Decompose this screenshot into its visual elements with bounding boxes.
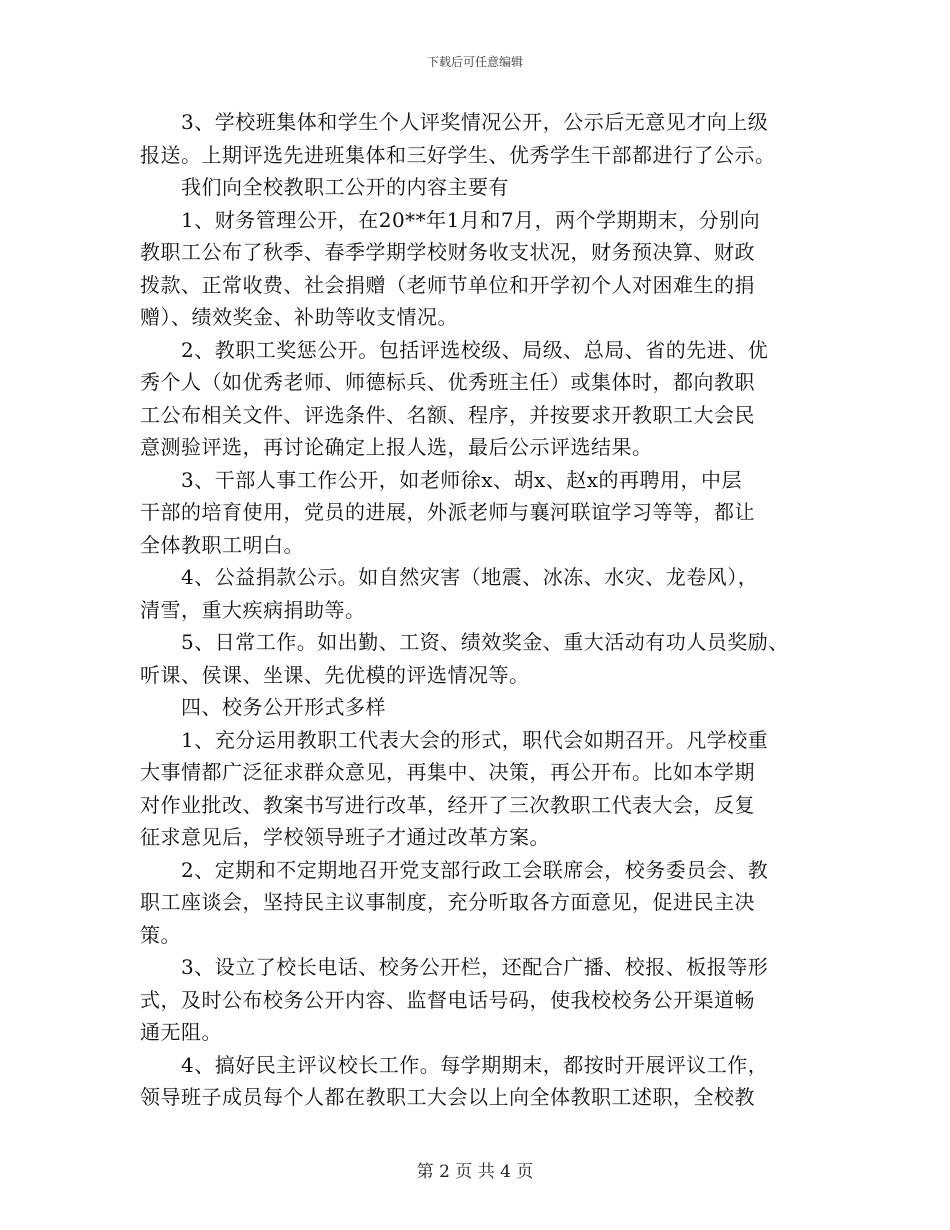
text-line: 征求意见后，学校领导班子才通过改革方案。 [140,825,550,849]
text-line: 全体教职工明白。 [140,532,304,557]
text-line: 4、公益捐款公示。如自然灾害（地震、冰冻、水灾、龙卷风）， [140,565,759,589]
text-line: 意测验评选，再讨论确定上报人选，最后公示评选结果。 [140,435,653,459]
text-line: 对作业批改、教案书写进行改革，经开了三次教职工代表大会，反复 [140,792,755,817]
text-line: 我们向全校教职工公开的内容主要有 [140,175,509,199]
text-line: 通无阻。 [140,1020,222,1044]
text-line: 赠）、绩效奖金、补助等收支情况。 [140,305,458,329]
text-line: 式，及时公布校务公开内容、监督电话号码，使我校校务公开渠道畅 [140,987,755,1012]
text-line: 四、校务公开形式多样 [140,695,386,719]
text-line: 领导班子成员每个人都在教职工大会以上向全体教职工述职，全校教 [140,1085,755,1109]
text-line: 教职工公布了秋季、春季学期学校财务收支状况，财务预决算、财政 [140,240,755,264]
text-line: 策。 [140,922,181,947]
text-line: 5、日常工作。如出勤、工资、绩效奖金、重大活动有功人员奖励、 [140,630,789,654]
text-line: 3、干部人事工作公开，如老师徐x、胡x、赵x的再聘用，中层 [140,467,743,492]
text-line: 干部的培育使用，党员的进展，外派老师与襄河联谊学习等等，都让 [140,500,755,524]
text-line: 工公布相关文件、评选条件、名额、程序，并按要求开教职工大会民 [140,402,755,427]
text-line: 3、设立了校长电话、校务公开栏，还配合广播、校报、板报等形 [140,955,769,979]
text-line: 拨款、正常收费、社会捐赠（老师节单位和开学初个人对困难生的捐 [140,272,755,297]
text-line: 听课、侯课、坐课、先优模的评选情况等。 [140,662,530,687]
text-line: 3、学校班集体和学生个人评奖情况公开，公示后无意见才向上级 [140,110,769,134]
text-line: 1、财务管理公开，在20**年1月和7月，两个学期期末，分别向 [140,207,761,232]
header-note: 下载后可任意编辑 [426,55,523,69]
text-line: 1、充分运用教职工代表大会的形式，职代会如期召开。凡学校重 [140,727,769,752]
text-line: 4、搞好民主评议校长工作。每学期期末，都按时开展评议工作， [140,1052,769,1077]
text-line: 报送。上期评选先进班集体和三好学生、优秀学生干部都进行了公示。 [140,142,776,167]
text-line: 2、教职工奖惩公开。包括评选校级、局级、总局、省的先进、优 [140,337,769,362]
document-body [140,106,828,1114]
page-number-footer: 第 2 页 共 4 页 [416,1162,534,1182]
text-line: 清雪，重大疾病捐助等。 [140,597,366,622]
text-line: 职工座谈会，坚持民主议事制度，充分听取各方面意见，促进民主决 [140,890,755,914]
text-line: 秀个人（如优秀老师、师德标兵、优秀班主任）或集体时，都向教职 [140,370,755,394]
text-line: 2、定期和不定期地召开党支部行政工会联席会，校务委员会、教 [140,857,769,882]
text-line: 大事情都广泛征求群众意见，再集中、决策，再公开布。比如本学期 [140,760,755,784]
